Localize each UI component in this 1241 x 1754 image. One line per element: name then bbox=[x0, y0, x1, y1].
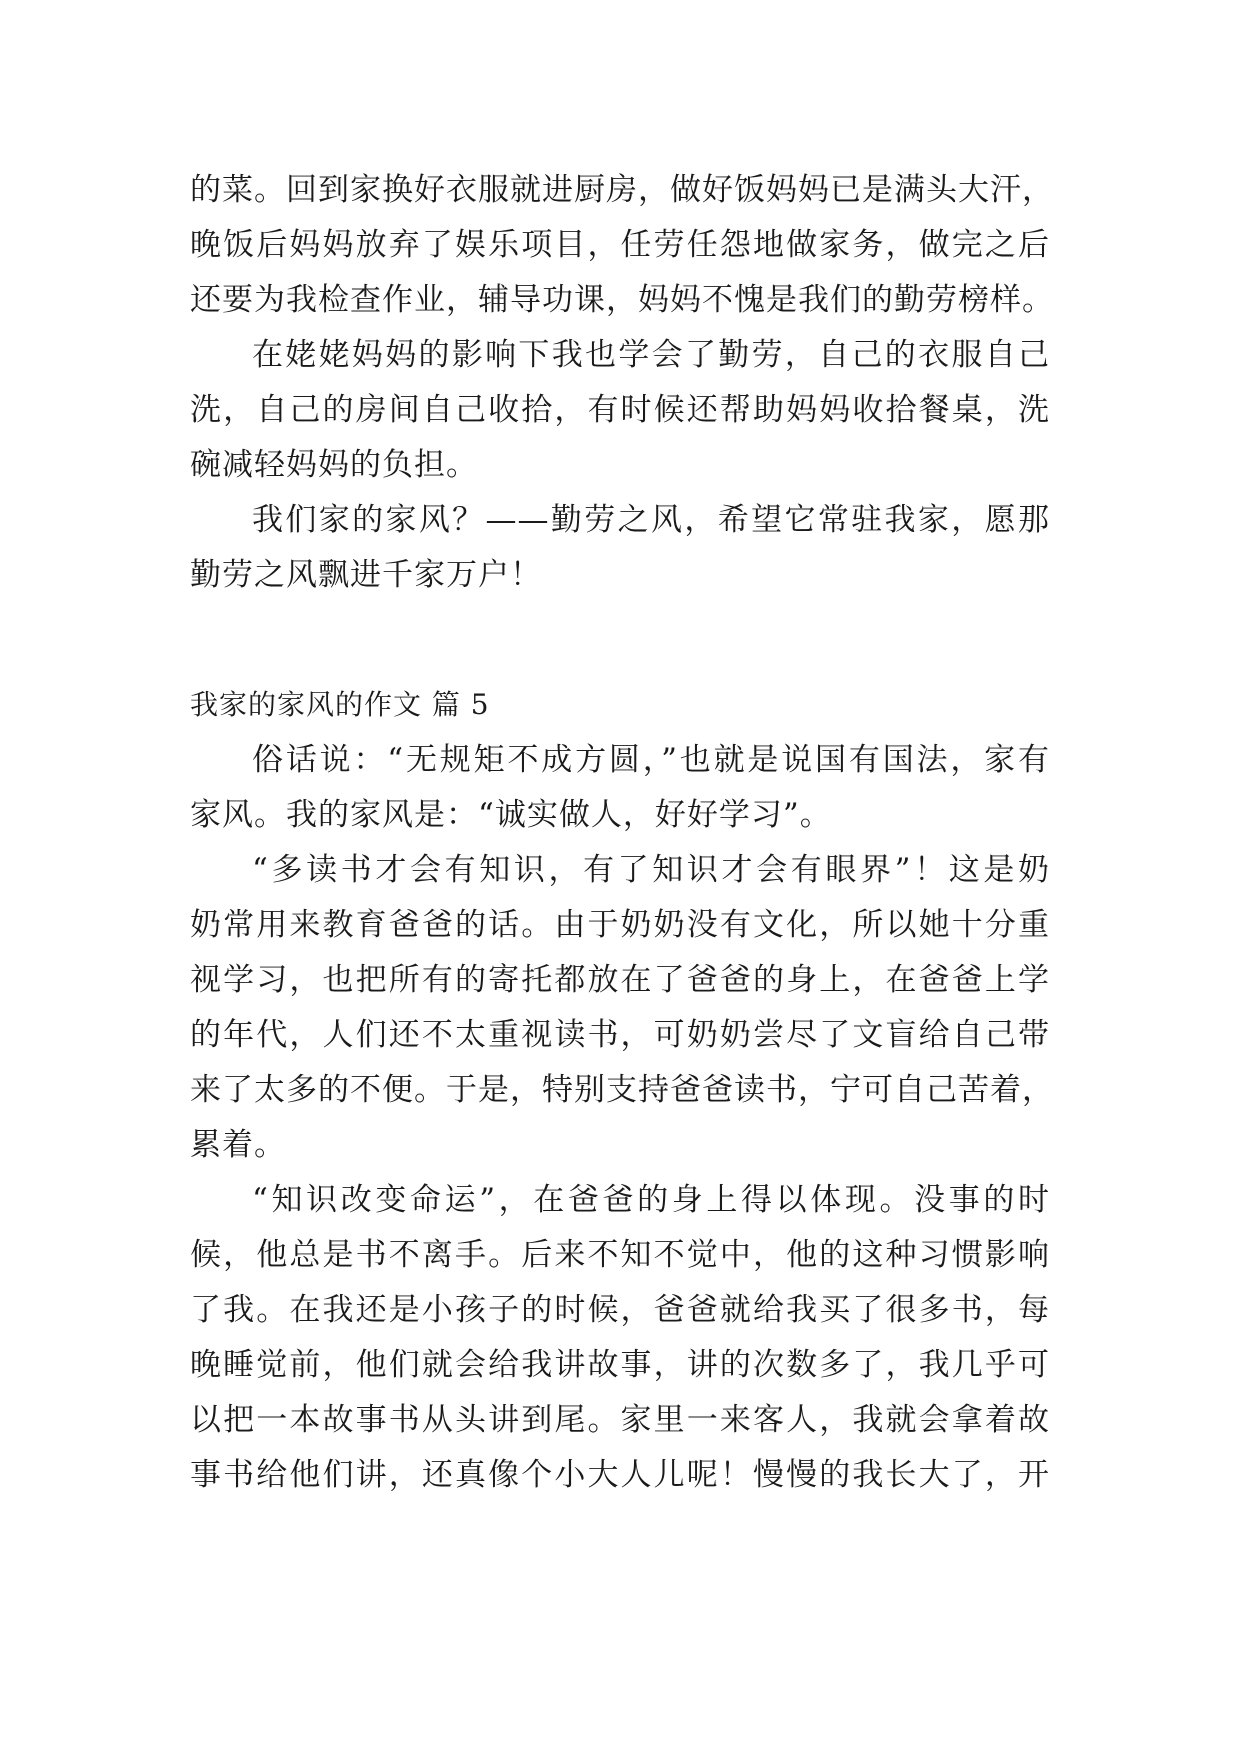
text-line: 奶常用来教育爸爸的话。由于奶奶没有文化，所以她十分重 bbox=[190, 907, 1050, 943]
text-line: 以把一本故事书从头讲到尾。家里一来客人，我就会拿着故 bbox=[190, 1402, 1050, 1438]
text-line: 候，他总是书不离手。后来不知不觉中，他的这种习惯影响 bbox=[190, 1237, 1050, 1273]
text-line: “知识改变命运”，在爸爸的身上得以体现。没事的时 bbox=[252, 1182, 1050, 1218]
text-line: 来了太多的不便。于是，特别支持爸爸读书，宁可自己苦着， bbox=[190, 1072, 1054, 1108]
text-line: 勤劳之风飘进千家万户！ bbox=[190, 557, 542, 593]
text-line: 晚睡觉前，他们就会给我讲故事，讲的次数多了，我几乎可 bbox=[190, 1347, 1050, 1383]
text-line: “多读书才会有知识，有了知识才会有眼界”！这是奶 bbox=[252, 852, 1050, 888]
text-line: 我们家的家风？——勤劳之风，希望它常驻我家，愿那 bbox=[252, 502, 1050, 538]
section-title: 我家的家风的作文 篇 5 bbox=[190, 688, 490, 721]
text-line: 的年代，人们还不太重视读书，可奶奶尝尽了文盲给自己带 bbox=[190, 1017, 1050, 1053]
text-line: 了我。在我还是小孩子的时候，爸爸就给我买了很多书，每 bbox=[190, 1292, 1050, 1328]
text-line: 的菜。回到家换好衣服就进厨房，做好饭妈妈已是满头大汗， bbox=[190, 172, 1054, 208]
text-line: 晚饭后妈妈放弃了娱乐项目，任劳任怨地做家务，做完之后 bbox=[190, 227, 1050, 263]
text-line: 累着。 bbox=[190, 1127, 286, 1163]
text-line: 视学习，也把所有的寄托都放在了爸爸的身上，在爸爸上学 bbox=[190, 962, 1050, 998]
text-line: 还要为我检查作业，辅导功课，妈妈不愧是我们的勤劳榜样。 bbox=[190, 282, 1054, 318]
text-line: 碗减轻妈妈的负担。 bbox=[190, 447, 478, 483]
text-line: 事书给他们讲，还真像个小大人儿呢！慢慢的我长大了，开 bbox=[190, 1457, 1050, 1493]
text-line: 在姥姥妈妈的影响下我也学会了勤劳，自己的衣服自己 bbox=[252, 337, 1050, 373]
text-line: 家风。我的家风是：“诚实做人，好好学习”。 bbox=[190, 797, 832, 833]
text-line: 俗话说：“无规矩不成方圆，”也就是说国有国法，家有 bbox=[252, 742, 1050, 778]
text-line: 洗，自己的房间自己收拾，有时候还帮助妈妈收拾餐桌，洗 bbox=[190, 392, 1050, 428]
